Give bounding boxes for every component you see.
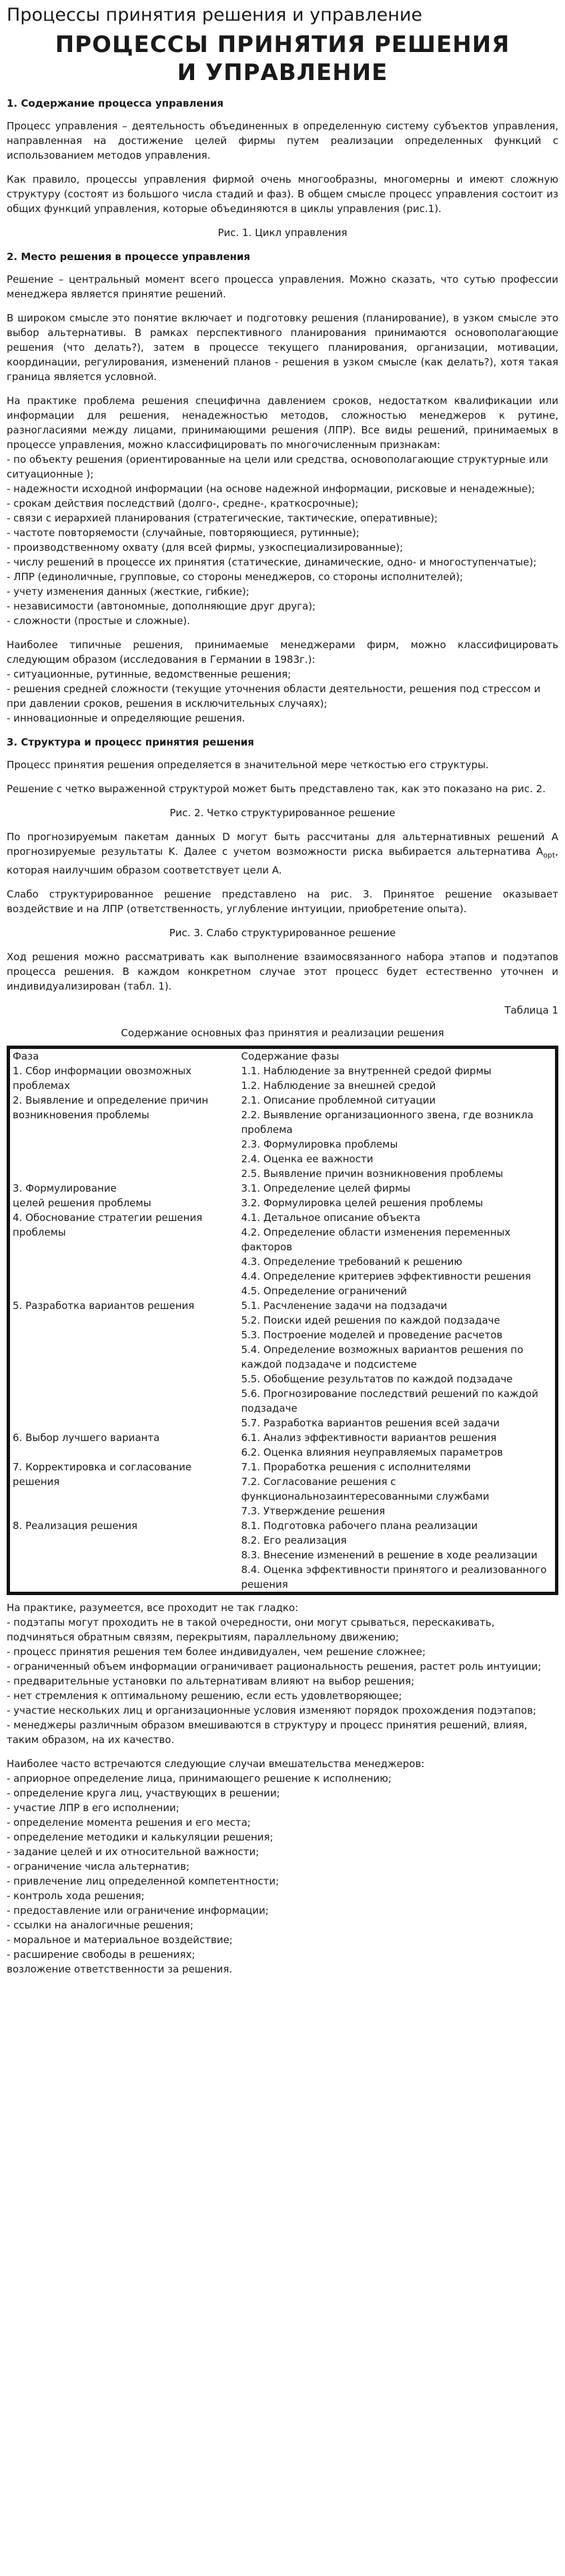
subphase: 1.1. Наблюдение за внутренней средой фирмы	[241, 1065, 492, 1077]
table-row	[9, 1210, 557, 1298]
subphase: 2.3. Формулировка проблемы	[241, 1138, 398, 1150]
practice-list	[7, 1615, 558, 1747]
table-row	[9, 1518, 557, 1594]
subphase: 3.1. Определение целей фирмы	[241, 1182, 411, 1194]
list-item: - решения средней сложности (текущие уточнения области деятельности, решения под стрессом и при давлении сроков, решения в исключительных случаях);	[7, 683, 541, 710]
list-item: - ссылки на аналогичные решения;	[7, 1919, 193, 1931]
forecast-text-end: , которая наилучшим образом соответствует цели A.	[7, 846, 558, 876]
subphase: 3.2. Формулировка целей решения проблемы	[241, 1197, 484, 1209]
list-item: - частоте повторяемости (случайные, повторяющиеся, рутинные);	[7, 527, 360, 539]
content-cell	[239, 1298, 557, 1430]
content-cell	[239, 1430, 557, 1460]
subphase: 4.5. Определение ограничений	[241, 1285, 407, 1297]
figure-2-caption: Рис. 2. Четко структурированное решение	[169, 807, 396, 819]
list-item: - ситуационные, рутинные, ведомственные решения;	[7, 668, 292, 680]
phase-cell: 3. Формулирование целей решения проблемы	[13, 1182, 151, 1209]
phase-cell: 7. Корректировка и согласование решения	[13, 1461, 192, 1488]
table-header-content: Содержание фазы	[241, 1050, 340, 1062]
subphase: 2.5. Выявление причин возникновения проблемы	[241, 1168, 504, 1180]
list-item: - производственному охвату (для всей фирмы, узкоспециализированные);	[7, 541, 404, 553]
list-item: - определение методики и калькуляции решения;	[7, 1831, 273, 1843]
section-3-paragraph-5: Ход решения можно рассматривать как выполнение взаимосвязанного набора этапов и подэтапов процесса решения. В каждом конкретном случае этот процесс будет естественно уточнен и индивидуализирован (табл. 1).	[7, 951, 558, 992]
list-item: - сложности (простые и сложные).	[7, 615, 190, 627]
section-2-paragraph-2: В широком смысле это понятие включает и подготовку решения (планирование), в узком смысле это выбор альтернативы. В рамках перспективного планирования принимаются основополагающие решения (что делать?), затем в процессе текущего планирования, организации, мотивации, координации, регулирования, изменений планов - решения в узком смысле (как делать?), хотя такая граница является условной.	[7, 312, 558, 383]
table-header-row	[9, 1048, 557, 1064]
subphase: 5.3. Построение моделей и проведение расчетов	[241, 1329, 503, 1341]
table-row	[9, 1093, 557, 1181]
table-row	[9, 1430, 557, 1460]
list-item: - определение момента решения и его места;	[7, 1816, 251, 1828]
subphase: 2.4. Оценка ее важности	[241, 1153, 374, 1165]
table-caption: Содержание основных фаз принятия и реализации решения	[121, 1027, 444, 1039]
table-row	[9, 1064, 557, 1093]
subphase: 5.5. Обобщение результатов по каждой подзадаче	[241, 1373, 513, 1385]
list-item: - надежности исходной информации (на основе надежной информации, рисковые и ненадежные);	[7, 483, 535, 495]
subphase: 7.2. Согласование решения с функциональнозаинтересованными службами	[241, 1476, 490, 1502]
subphase: 8.3. Внесение изменений в решение в ходе реализации	[241, 1549, 538, 1561]
table-label: Таблица 1	[504, 1004, 558, 1016]
forecast-text: По прогнозируемым пакетам данных D могут быть рассчитаны для альтернативных решений A прогнозируемые результаты K. Далее с учетом возможности риска выбирается альтернатива A	[7, 831, 558, 858]
list-item: - контроль хода решения;	[7, 1890, 145, 1902]
list-item: - инновационные и определяющие решения.	[7, 712, 245, 724]
content-cell	[239, 1093, 557, 1181]
list-item: - задание целей и их относительной важности;	[7, 1846, 259, 1858]
list-item: возложение ответственности за решения.	[7, 1963, 233, 1975]
practice-intro: На практике, разумеется, все проходит не так гладко:	[7, 1602, 299, 1614]
subphase: 2.2. Выявление организационного звена, где возникла проблема	[241, 1109, 534, 1136]
classification-intro: На практике проблема решения специфична давлением сроков, недостатком квалификации или информации для решения, ненадежностью методов, сложностью менеджеров к рутине, разногласиями между лицами, принимающими решения (ЛПР). Все виды решений, принимаемых в процессе управления, можно классифицировать по многочисленным признакам:	[7, 395, 558, 451]
section-3-heading: 3. Структура и процесс принятия решения	[7, 736, 254, 748]
table-row	[9, 1460, 557, 1518]
section-3-paragraph-1: Процесс принятия решения определяется в значительной мере четкостью его структуры.	[7, 759, 489, 771]
phase-cell: 5. Разработка вариантов решения	[13, 1300, 195, 1312]
list-item: - моральное и материальное воздействие;	[7, 1934, 233, 1946]
list-item: - ограниченный объем информации ограничивает рациональность решения, растет роль интуиции;	[7, 1660, 542, 1672]
subphase: 8.4. Оценка эффективности принятого и реализованного решения	[241, 1564, 547, 1590]
list-item: - нет стремления к оптимальному решению, если есть удовлетворяющее;	[7, 1690, 402, 1702]
main-title	[7, 31, 558, 87]
section-2-paragraph-1: Решение – центральный момент всего процесса управления. Можно сказать, что сутью профессии менеджера является принятие решений.	[7, 273, 558, 300]
section-1-paragraph-1: Процесс управления – деятельность объединенных в определенную систему субъектов управления, направленная на достижение целей фирмы путем реализации определенных функций с использованием методов управления.	[7, 120, 558, 161]
subphase: 6.2. Оценка влияния неуправляемых параметров	[241, 1446, 503, 1458]
list-item: - связи с иерархией планирования (стратегические, тактические, оперативные);	[7, 512, 438, 524]
subphase: 5.7. Разработка вариантов решения всей задачи	[241, 1417, 500, 1429]
phase-cell: 6. Выбор лучшего варианта	[13, 1432, 160, 1444]
subphase: 7.1. Проработка решения с исполнителями	[241, 1461, 471, 1473]
content-cell	[239, 1518, 557, 1594]
list-item: - менеджеры различным образом вмешиваются в структуру и процесс принятия решений, влияя, таким образом, на их качество.	[7, 1719, 528, 1746]
subphase: 5.6. Прогнозирование последствий решений по каждой подзадаче	[241, 1388, 538, 1414]
subphase: 8.1. Подготовка рабочего плана реализации	[241, 1520, 478, 1532]
figure-1-caption: Рис. 1. Цикл управления	[217, 227, 348, 239]
main-title-line-1: ПРОЦЕССЫ ПРИНЯТИЯ РЕШЕНИЯ	[55, 31, 510, 58]
typical-decisions-intro: Наиболее типичные решения, принимаемые менеджерами фирм, можно классифицировать следующим образом (исследования в Германии в 1983г.):	[7, 639, 558, 666]
subphase: 5.1. Расчленение задачи на подзадачи	[241, 1300, 448, 1312]
list-item: - процесс принятия решения тем более индивидуален, чем решение сложнее;	[7, 1646, 426, 1658]
content-cell	[239, 1210, 557, 1298]
subphase: 5.2. Поиски идей решения по каждой подзадаче	[241, 1314, 500, 1326]
subphase: 4.2. Определение области изменения переменных факторов	[241, 1226, 511, 1253]
figure-3-caption: Рис. 3. Слабо структурированное решение	[169, 927, 396, 939]
table-row	[9, 1298, 557, 1430]
list-item: - предоставление или ограничение информации;	[7, 1904, 269, 1916]
list-item: - предварительные установки по альтернативам влияют на выбор решения;	[7, 1675, 415, 1687]
list-item: - участие ЛПР в его исполнении;	[7, 1802, 179, 1814]
main-title-line-2: И УПРАВЛЕНИЕ	[177, 59, 388, 86]
list-item: - привлечение лиц определенной компетентности;	[7, 1875, 279, 1887]
subphase: 7.3. Утверждение решения	[241, 1505, 386, 1517]
opt-subscript: opt	[543, 851, 556, 860]
section-3-paragraph-2: Решение с четко выраженной структурой может быть представлено так, как это показано на рис. 2.	[7, 783, 546, 795]
content-cell	[239, 1181, 557, 1210]
subphase: 4.3. Определение требований к решению	[241, 1256, 462, 1268]
phase-cell: 2. Выявление и определение причин возникновения проблемы	[13, 1094, 209, 1121]
list-item: - ЛПР (единоличные, групповые, со стороны менеджеров, со стороны исполнителей);	[7, 571, 464, 583]
section-2-paragraph-3	[7, 393, 558, 452]
phase-cell: 8. Реализация решения	[13, 1520, 138, 1532]
phase-cell: 1. Сбор информации овозможных проблемах	[13, 1065, 192, 1092]
subphase: 5.4. Определение возможных вариантов решения по каждой подзадаче и подсистеме	[241, 1344, 524, 1370]
typical-decisions-list	[7, 667, 558, 726]
subphase: 4.4. Определение критериев эффективности решения	[241, 1270, 531, 1282]
section-1-paragraph-2: Как правило, процессы управления фирмой очень многообразны, многомерны и имеют сложную структуру (состоят из большого числа стадий и фаз). В общем смысле процесс управления состоит из общих функций управления, которые объединяются в циклы управления (рис.1).	[7, 173, 558, 215]
list-item: - ограничение числа альтернатив;	[7, 1860, 190, 1872]
section-3-paragraph-4: Слабо структурированное решение представлено на рис. 3. Принятое решение оказывает воздействие и на ЛПР (ответственность, углубление интуиции, приобретение опыта).	[7, 888, 558, 915]
content-cell	[239, 1064, 557, 1093]
list-item: - участие нескольких лиц и организационные условия изменяют порядок прохождения подэтапов;	[7, 1704, 536, 1716]
content-cell	[239, 1460, 557, 1518]
section-3-paragraph-3	[7, 830, 558, 878]
subphase: 1.2. Наблюдение за внешней средой	[241, 1080, 436, 1092]
list-item: - учету изменения данных (жесткие, гибкие);	[7, 585, 249, 597]
list-item: - срокам действия последствий (долго-, средне-, краткосрочные);	[7, 497, 359, 509]
list-item: - независимости (автономные, дополняющие друг друга);	[7, 600, 316, 612]
classification-list	[7, 452, 558, 628]
table-header-phase: Фаза	[13, 1050, 39, 1062]
section-1-heading: 1. Содержание процесса управления	[7, 97, 223, 109]
subphase: 2.1. Описание проблемной ситуации	[241, 1094, 436, 1106]
table-row	[9, 1181, 557, 1210]
section-2-heading: 2. Место решения в процессе управления	[7, 251, 251, 263]
list-item: - по объекту решения (ориентированные на цели или средства, основополагающие структурные или ситуационные );	[7, 453, 548, 480]
list-item: - априорное определение лица, принимающего решение к исполнению;	[7, 1772, 392, 1784]
subphase: 8.2. Его реализация	[241, 1534, 347, 1546]
phase-cell: 4. Обоснование стратегии решения проблемы	[13, 1212, 203, 1238]
list-item: - расширение свободы в решениях;	[7, 1949, 195, 1961]
list-item: - подэтапы могут проходить не в такой очередности, они могут срываться, перескакивать, подчиняться обратным связям, перекрытиям, параллельному движению;	[7, 1616, 495, 1643]
phases-table	[7, 1046, 558, 1595]
subphase: 4.1. Детальное описание объекта	[241, 1212, 421, 1224]
cases-intro: Наиболее часто встречаются следующие случаи вмешательства менеджеров:	[7, 1758, 425, 1770]
page-header-title: Процессы принятия решения и управление	[7, 5, 423, 25]
list-item: - числу решений в процессе их принятия (статические, динамические, одно- и многоступенчатые);	[7, 556, 537, 568]
subphase: 6.1. Анализ эффективности вариантов решения	[241, 1432, 497, 1444]
list-item: - определение круга лиц, участвующих в решении;	[7, 1787, 280, 1799]
cases-list	[7, 1771, 558, 1977]
